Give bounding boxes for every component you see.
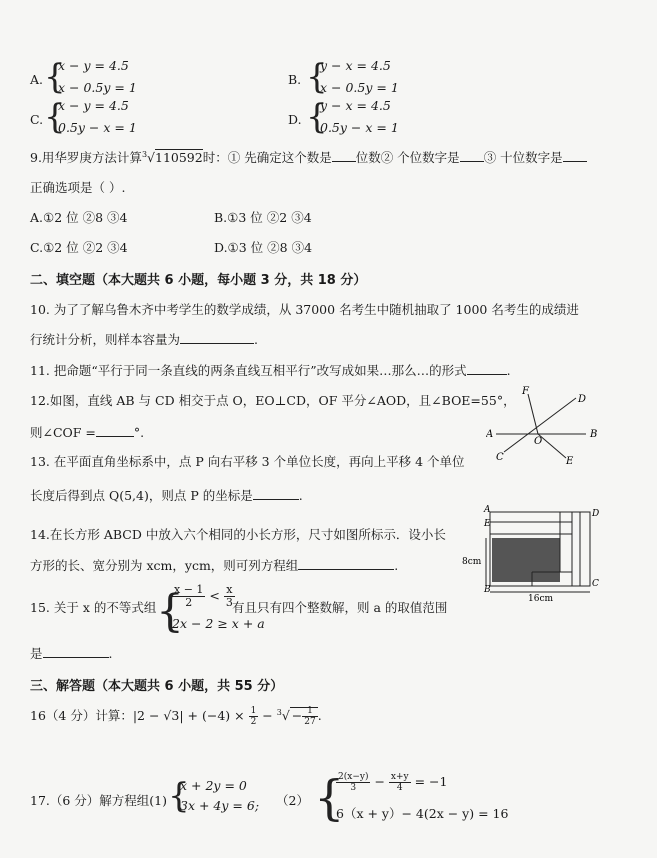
q9-line2: 正确选项是（ ）. (30, 180, 126, 195)
q17-s2-frac2 (389, 772, 411, 793)
option-d-label: D. (288, 112, 302, 127)
radical-icon: √ (147, 150, 155, 165)
q15-ineq1 (172, 584, 235, 609)
q15-text-a: 15. 关于 x 的不等式组 (30, 600, 157, 615)
q17-part2: （2） (276, 793, 309, 808)
q17-semi: ; (254, 798, 260, 813)
q10-line2 (30, 330, 258, 348)
q13-blank[interactable] (253, 487, 299, 500)
q15-frac1-den: 2 (185, 596, 193, 609)
q13-end: . (298, 488, 303, 503)
q15-line3-text: 是 (30, 646, 43, 661)
q16-half (249, 706, 259, 727)
q10-line1: 10. 为了了解乌鲁木齐中考学生的数学成绩，从 37000 名考生中随机抽取了 1000 名考生的成绩进 (30, 302, 579, 317)
q14-text: 方形的长、宽分别为 xcm，ycm，则可列方程组 (30, 558, 299, 573)
q17-text-a: 17.（6 分）解方程组(1) (30, 793, 168, 808)
brace-icon: { (306, 57, 328, 97)
shaded-region (492, 538, 560, 582)
option-a-eq1: x − y = 4.5 (58, 58, 129, 73)
q9-blank-1[interactable] (332, 149, 356, 162)
fig14-width-label: 16cm (528, 594, 554, 602)
q12-blank[interactable] (96, 424, 134, 437)
q17-s2-den2: 4 (396, 783, 403, 793)
q9-blank-2[interactable] (460, 149, 484, 162)
fig14-label-a: A (484, 505, 491, 515)
q9-blank-3[interactable] (563, 149, 587, 162)
q10-text: 行统计分析，则样本容量为 (30, 332, 181, 347)
q9-text-a: 9.用华罗庚方法计算 (30, 150, 142, 165)
q11-end: . (506, 363, 511, 378)
q16-frac-den: 27 (304, 717, 316, 727)
fig14-label-b: B (484, 585, 491, 595)
fig12-label-b: B (590, 429, 598, 440)
fig14-label-c: C (592, 579, 599, 589)
q15-frac1-num: x − 1 (174, 583, 204, 596)
q14-blank[interactable] (298, 557, 394, 570)
q12-line1: 12.如图，直线 AB 与 CD 相交于点 O，EO⊥CD，OF 平分∠AOD，且∠BOE=55°， (30, 393, 516, 408)
fig14-label-d: D (592, 509, 600, 519)
q9-text-b: 时：① 先确定这个数是 (202, 150, 332, 165)
q12-figure (486, 384, 606, 466)
q16-text-a: 16（4 分）计算：|2 − √3| + (−4) × (30, 708, 249, 723)
q9-option-d: D.①3 位 ②8 ③4 (214, 240, 313, 255)
q9-radical-index: 3 (141, 149, 148, 159)
fig12-label-e: E (566, 456, 574, 466)
q17-s1-eq2 (180, 798, 259, 813)
q17-s2-den1: 3 (350, 783, 357, 793)
q14-line2 (30, 556, 398, 574)
q15-frac2-num: x (224, 584, 235, 597)
radical-icon: √ (281, 708, 290, 723)
option-c-label: C. (30, 112, 44, 127)
q16-text-b: − (258, 708, 277, 723)
q11-text: 11. 把命题“平行于同一条直线的两条直线互相平行”改写成如果…那么…的形式 (30, 363, 467, 378)
q10-end: . (254, 332, 258, 347)
q16-neg: − (291, 708, 303, 723)
q17-s1-eq1: x + 2y = 0 (180, 778, 247, 793)
q17-s2-num1: 2(x−y) (338, 772, 369, 782)
fig12-label-f: F (522, 386, 529, 397)
q9-line1 (30, 148, 587, 166)
q16-line (30, 706, 322, 727)
q15-text-b: 有且只有四个整数解，则 a 的取值范围 (232, 600, 448, 615)
q9-text-c: 位数② 个位数字是 (355, 150, 460, 165)
q13-line2 (30, 486, 303, 504)
q11-blank[interactable] (467, 362, 507, 375)
line-of (528, 394, 538, 434)
q17-s1-eq2-text: 3x + 4y = 6 (180, 798, 255, 813)
fig12-label-o: O (534, 436, 543, 447)
brace-icon: { (44, 97, 66, 137)
q16-cube-index: 3 (276, 707, 282, 717)
q14-figure (462, 504, 612, 602)
brace-icon: { (306, 97, 328, 137)
option-b-eq1: y − x = 4.5 (320, 58, 391, 73)
brace-icon: { (156, 586, 184, 637)
q17-s2-eq2: 6（x + y）− 4(2x − y) = 16 (336, 806, 509, 821)
q15-blank[interactable] (43, 645, 109, 658)
q11-line (30, 361, 511, 379)
q10-blank[interactable] (180, 331, 254, 344)
section3-title: 三、解答题（本大题共 6 小题，共 55 分） (30, 679, 284, 694)
q13-text: 长度后得到点 Q(5,4)，则点 P 的坐标是 (30, 488, 253, 503)
q9-radicand: 110592 (155, 150, 203, 165)
q17-s2-rhs: = −1 (414, 774, 448, 789)
q16-half-den: 2 (250, 717, 257, 727)
option-a-label: A. (30, 72, 44, 87)
option-c-eq2: 0.5y − x = 1 (58, 120, 137, 135)
option-d-eq1: y − x = 4.5 (320, 98, 391, 113)
q16-frac (302, 706, 317, 727)
q14-end: . (394, 558, 399, 573)
q12-line2 (30, 423, 144, 441)
brace-icon: { (168, 776, 190, 816)
q14-line1: 14.在长方形 ABCD 中放入六个相同的小长方形，尺寸如图所标示．设小长 (30, 527, 446, 542)
fig14-height-label: 8cm (462, 557, 482, 567)
q17-s2-num2: x+y (390, 772, 409, 782)
option-a-eq2: x − 0.5y = 1 (58, 80, 137, 95)
q17-s2-eq1 (336, 772, 447, 793)
section2-title: 二、填空题（本大题共 6 小题，每小题 3 分，共 18 分） (30, 273, 367, 288)
q12-text: 则∠COF = (30, 425, 96, 440)
q15-frac2-den: 3 (225, 596, 233, 609)
fig12-label-d: D (578, 394, 587, 405)
q15-line3 (30, 644, 113, 662)
q16-frac-num: 1 (302, 706, 317, 717)
q15-end: . (108, 646, 113, 661)
fig12-label-a: A (486, 429, 494, 440)
fig12-label-c: C (496, 452, 504, 463)
q15-lt: < (209, 588, 220, 603)
q15-frac1 (172, 584, 205, 609)
option-b-eq2: x − 0.5y = 1 (320, 80, 399, 95)
q9-option-a: A.①2 位 ②8 ③4 (30, 210, 128, 225)
option-c-eq1: x − y = 4.5 (58, 98, 129, 113)
brace-icon: { (314, 770, 345, 826)
q17-s2-minus: − (374, 774, 385, 789)
q17-s2-frac1 (336, 772, 370, 793)
option-b-label: B. (288, 72, 302, 87)
fig14-label-e: E (484, 519, 491, 529)
q9-option-b: B.①3 位 ②2 ③4 (214, 210, 312, 225)
q9-text-d: ③ 十位数字是 (483, 150, 563, 165)
q16-end: . (317, 708, 322, 723)
q12-end: °. (133, 425, 145, 440)
brace-icon: { (44, 57, 66, 97)
q15-ineq2: 2x − 2 ≥ x + a (172, 616, 265, 631)
q16-half-num: 1 (250, 706, 257, 716)
q9-option-c: C.①2 位 ②2 ③4 (30, 240, 128, 255)
q13-line1: 13. 在平面直角坐标系中，点 P 向右平移 3 个单位长度，再向上平移 4 个单位 (30, 454, 465, 469)
option-d-eq2: 0.5y − x = 1 (320, 120, 399, 135)
